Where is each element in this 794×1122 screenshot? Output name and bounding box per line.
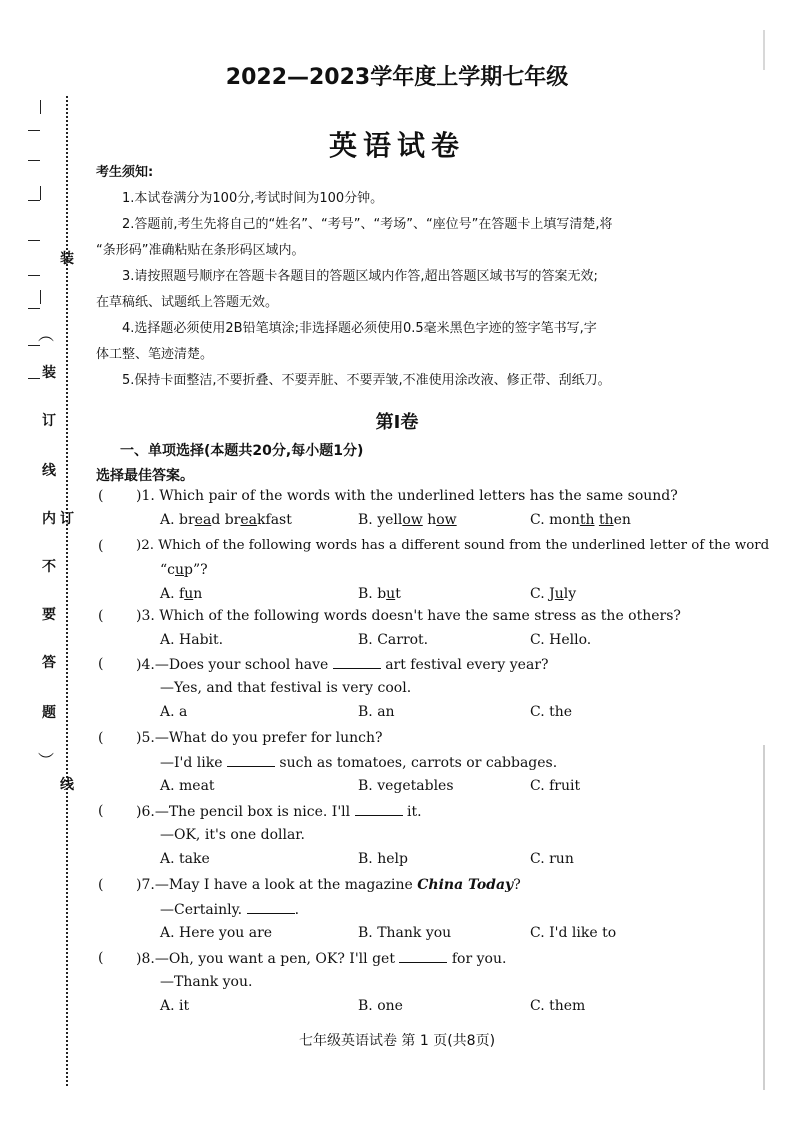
question-6: ( )6.—The pencil box is nice. I'll it. —OK, it's one dollar. A. take B. help C. run [98,803,574,867]
option-a: A. Here you are [160,925,273,941]
option-c: C. month then [530,512,631,528]
binding-char: 答 [42,655,56,671]
option-a: A. a [160,704,188,720]
candidate-notice [96,160,721,394]
option-b: B. an [358,704,395,720]
question-stem: )6.—The pencil box is nice. I'll it. [136,801,422,822]
question-7: ( )7.—May I have a look at the magazine China Today? —Certainly. . A. Here you are B. Thank you C. I'd like to [98,877,617,941]
fill-blank [399,948,447,963]
option-a: A. it [160,998,190,1014]
notice-item-cont: 体工整、笔迹清楚。 [96,347,214,362]
binding-dotted-line [66,96,68,1086]
question-dialogue: —OK, it's one dollar. [160,827,305,843]
binding-paren-open: ︵ [38,325,55,344]
question-2: ( )2. Which of the following words has a different sound from the underlined letter of the word “cup”? A. fun B. but C. July [98,538,770,602]
binding-tick [28,308,40,309]
question-stem: )7.—May I have a look at the magazine China Today? [136,877,521,893]
question-dialogue: —I'd like such as tomatoes, carrots or cabbages. [160,752,557,773]
option-b: B. but [358,586,401,602]
option-a: A. take [160,851,210,867]
binding-tick [28,200,40,201]
option-a: A. meat [160,778,215,794]
question-dialogue: —Thank you. [160,974,253,990]
question-stem: )1. Which pair of the words with the underlined letters has the same sound? [136,488,678,504]
binding-char: 内 [42,511,56,527]
option-c: C. fruit [530,778,581,794]
option-b: B. Thank you [358,925,452,941]
notice-item: 4.选择题必须使用2B铅笔填涂;非选择题必须使用0.5毫米黑色字迹的签字笔书写,字 [122,321,597,336]
binding-tick [28,345,40,346]
notice-item-cont: “条形码”准确粘贴在条形码区域内。 [96,243,305,258]
option-b: B. one [358,998,403,1014]
question-3: ( )3. Which of the following words doesn't have the same stress as the others? A. Habit. B. Carrot. C. Hello. [98,608,681,648]
binding-vtick [40,100,41,114]
binding-tick [28,240,40,241]
question-stem: )5.—What do you prefer for lunch? [136,730,383,746]
question-stem-cont: “cup”? [160,562,208,578]
part-title: 一、单项选择(本题共20分,每小题1分) [120,443,364,459]
option-b: B. help [358,851,408,867]
option-a: A. Habit. [160,632,224,648]
binding-tick [28,378,40,379]
binding-char: 订 [42,413,56,429]
binding-char: 题 [42,705,56,721]
question-stem: )2. Which of the following words has a different sound from the underlined letter of the word [136,538,770,553]
question-stem: )8.—Oh, you want a pen, OK? I'll get for you. [136,948,506,969]
option-c: C. run [530,851,574,867]
notice-item: 3.请按照题号顺序在答题卡各题目的答题区域内作答,超出答题区域书写的答案无效; [122,269,598,284]
binding-char: 订 [60,511,74,527]
fill-blank [227,752,275,767]
option-c: C. I'd like to [530,925,617,941]
binding-tick [28,275,40,276]
notice-item: 5.保持卡面整洁,不要折叠、不要弄脏、不要弄皱,不准使用涂改液、修正带、刮纸刀。 [122,373,611,388]
question-5: ( )5.—What do you prefer for lunch? —I'd like such as tomatoes, carrots or cabbages. A. meat B. vegetables C. fruit [98,730,581,794]
binding-vtick [40,290,41,304]
question-dialogue: —Yes, and that festival is very cool. [160,680,412,696]
fill-blank [247,899,295,914]
option-c: C. the [530,704,573,720]
question-1: ( )1. Which pair of the words with the underlined letters has the same sound? A. bread breakfast B. yellow how C. month then [98,488,678,528]
option-b: B. Carrot. [358,632,429,648]
fill-blank [333,654,381,669]
option-c: C. Hello. [530,632,592,648]
notice-item: 1.本试卷满分为100分,考试时间为100分钟。 [122,191,384,206]
option-c: C. July [530,586,577,602]
exam-year-title: 2022—2023学年度上学期七年级 [225,65,569,90]
fill-blank [355,801,403,816]
question-4: ( )4.—Does your school have art festival every year? —Yes, and that festival is very cool. A. a B. an C. the [98,656,573,720]
option-b: B. vegetables [358,778,454,794]
exam-main-title: 英语试卷 [328,129,465,162]
option-a: A. bread breakfast [160,512,292,528]
binding-char: 要 [42,607,56,623]
binding-vtick [40,186,41,200]
option-b: B. yellow how [358,512,457,528]
question-dialogue: —Certainly. . [160,899,299,920]
question-stem: )3. Which of the following words doesn't have the same stress as the others? [136,608,681,624]
page-footer: 七年级英语试卷 第 1 页(共8页) [298,1033,496,1049]
option-c: C. them [530,998,586,1014]
part-instruction: 选择最佳答案。 [96,468,194,484]
question-8: ( )8.—Oh, you want a pen, OK? I'll get for you. —Thank you. A. it B. one C. them [98,950,586,1014]
option-a: A. fun [160,586,203,602]
binding-char: 装 [42,365,56,381]
binding-char: 线 [60,777,74,793]
section-title: 第Ⅰ卷 [375,412,419,433]
binding-char: 装 [60,251,74,267]
notice-item-cont: 在草稿纸、试题纸上答题无效。 [96,295,279,310]
binding-paren-close: ︶ [38,751,55,770]
binding-char: 线 [42,463,56,479]
question-stem: )4.—Does your school have art festival every year? [136,654,549,675]
notice-item: 2.答题前,考生先将自己的“姓名”、“考号”、“考场”、“座位号”在答题卡上填写清楚,将 [122,217,613,232]
notice-label: 考生须知: [96,165,154,180]
binding-char: 不 [42,559,56,575]
